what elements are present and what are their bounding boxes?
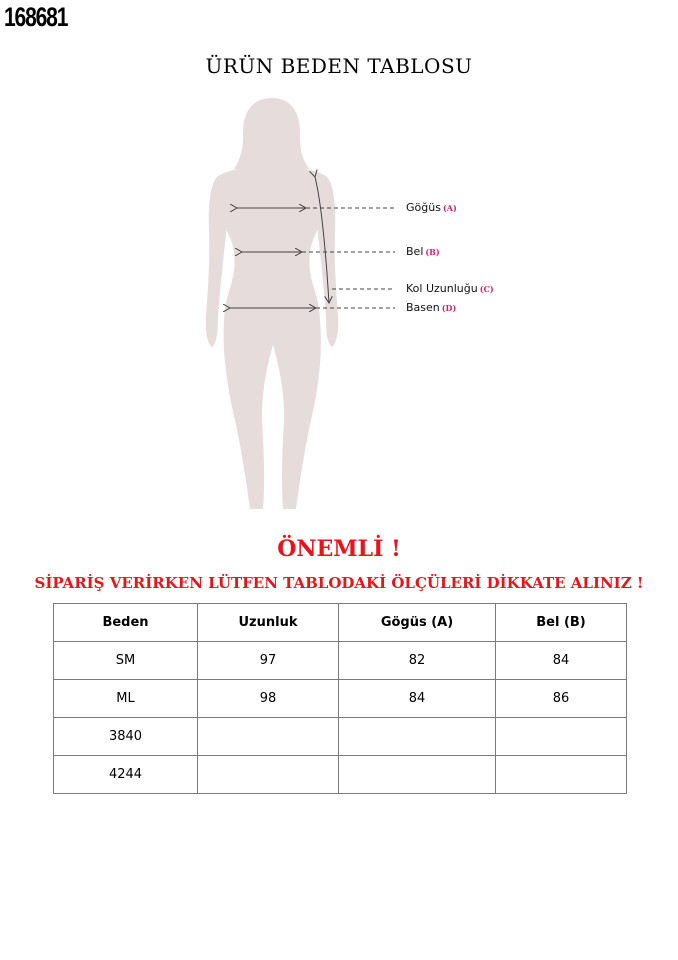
cell-waist: 84 <box>496 642 627 680</box>
measure-code: (D) <box>441 303 457 313</box>
important-heading: ÖNEMLİ ! <box>277 536 401 562</box>
cell-size: ML <box>54 680 198 718</box>
measure-code: (C) <box>479 284 494 294</box>
cell-waist <box>496 718 627 756</box>
measure-label-chest <box>406 201 457 214</box>
body-silhouette <box>206 98 339 509</box>
page-title: ÜRÜN BEDEN TABLOSU <box>205 54 473 78</box>
cell-chest <box>339 756 496 794</box>
table-row <box>54 756 627 794</box>
header-chest: Gögüs (A) <box>339 604 496 642</box>
cell-waist <box>496 756 627 794</box>
cell-size: SM <box>54 642 198 680</box>
cell-length: 98 <box>198 680 339 718</box>
cell-chest: 82 <box>339 642 496 680</box>
table-row <box>54 642 627 680</box>
measure-name: Bel <box>406 245 424 258</box>
table-row <box>54 718 627 756</box>
order-notice: SİPARİŞ VERİRKEN LÜTFEN TABLODAKİ ÖLÇÜLERİ DİKKATE ALINIZ ! <box>34 574 644 592</box>
measure-label-sleeve <box>406 282 494 295</box>
measure-name: Göğüs <box>406 201 441 214</box>
cell-length <box>198 718 339 756</box>
cell-size: 3840 <box>54 718 198 756</box>
size-table <box>53 603 627 794</box>
measure-label-hip <box>406 301 456 314</box>
measure-code: (B) <box>425 247 440 257</box>
measure-label-waist <box>406 245 440 258</box>
body-silhouette-svg <box>190 95 520 515</box>
cell-chest: 84 <box>339 680 496 718</box>
measure-code: (A) <box>442 203 457 213</box>
cell-chest <box>339 718 496 756</box>
product-code: 168681 <box>4 2 68 32</box>
table-row <box>54 680 627 718</box>
header-length: Uzunluk <box>198 604 339 642</box>
header-size: Beden <box>54 604 198 642</box>
cell-size: 4244 <box>54 756 198 794</box>
cell-waist: 86 <box>496 680 627 718</box>
measure-name: Kol Uzunluğu <box>406 282 478 295</box>
cell-length <box>198 756 339 794</box>
header-waist: Bel (B) <box>496 604 627 642</box>
cell-length: 97 <box>198 642 339 680</box>
table-header-row <box>54 604 627 642</box>
measure-name: Basen <box>406 301 440 314</box>
body-measurement-diagram <box>190 95 520 515</box>
